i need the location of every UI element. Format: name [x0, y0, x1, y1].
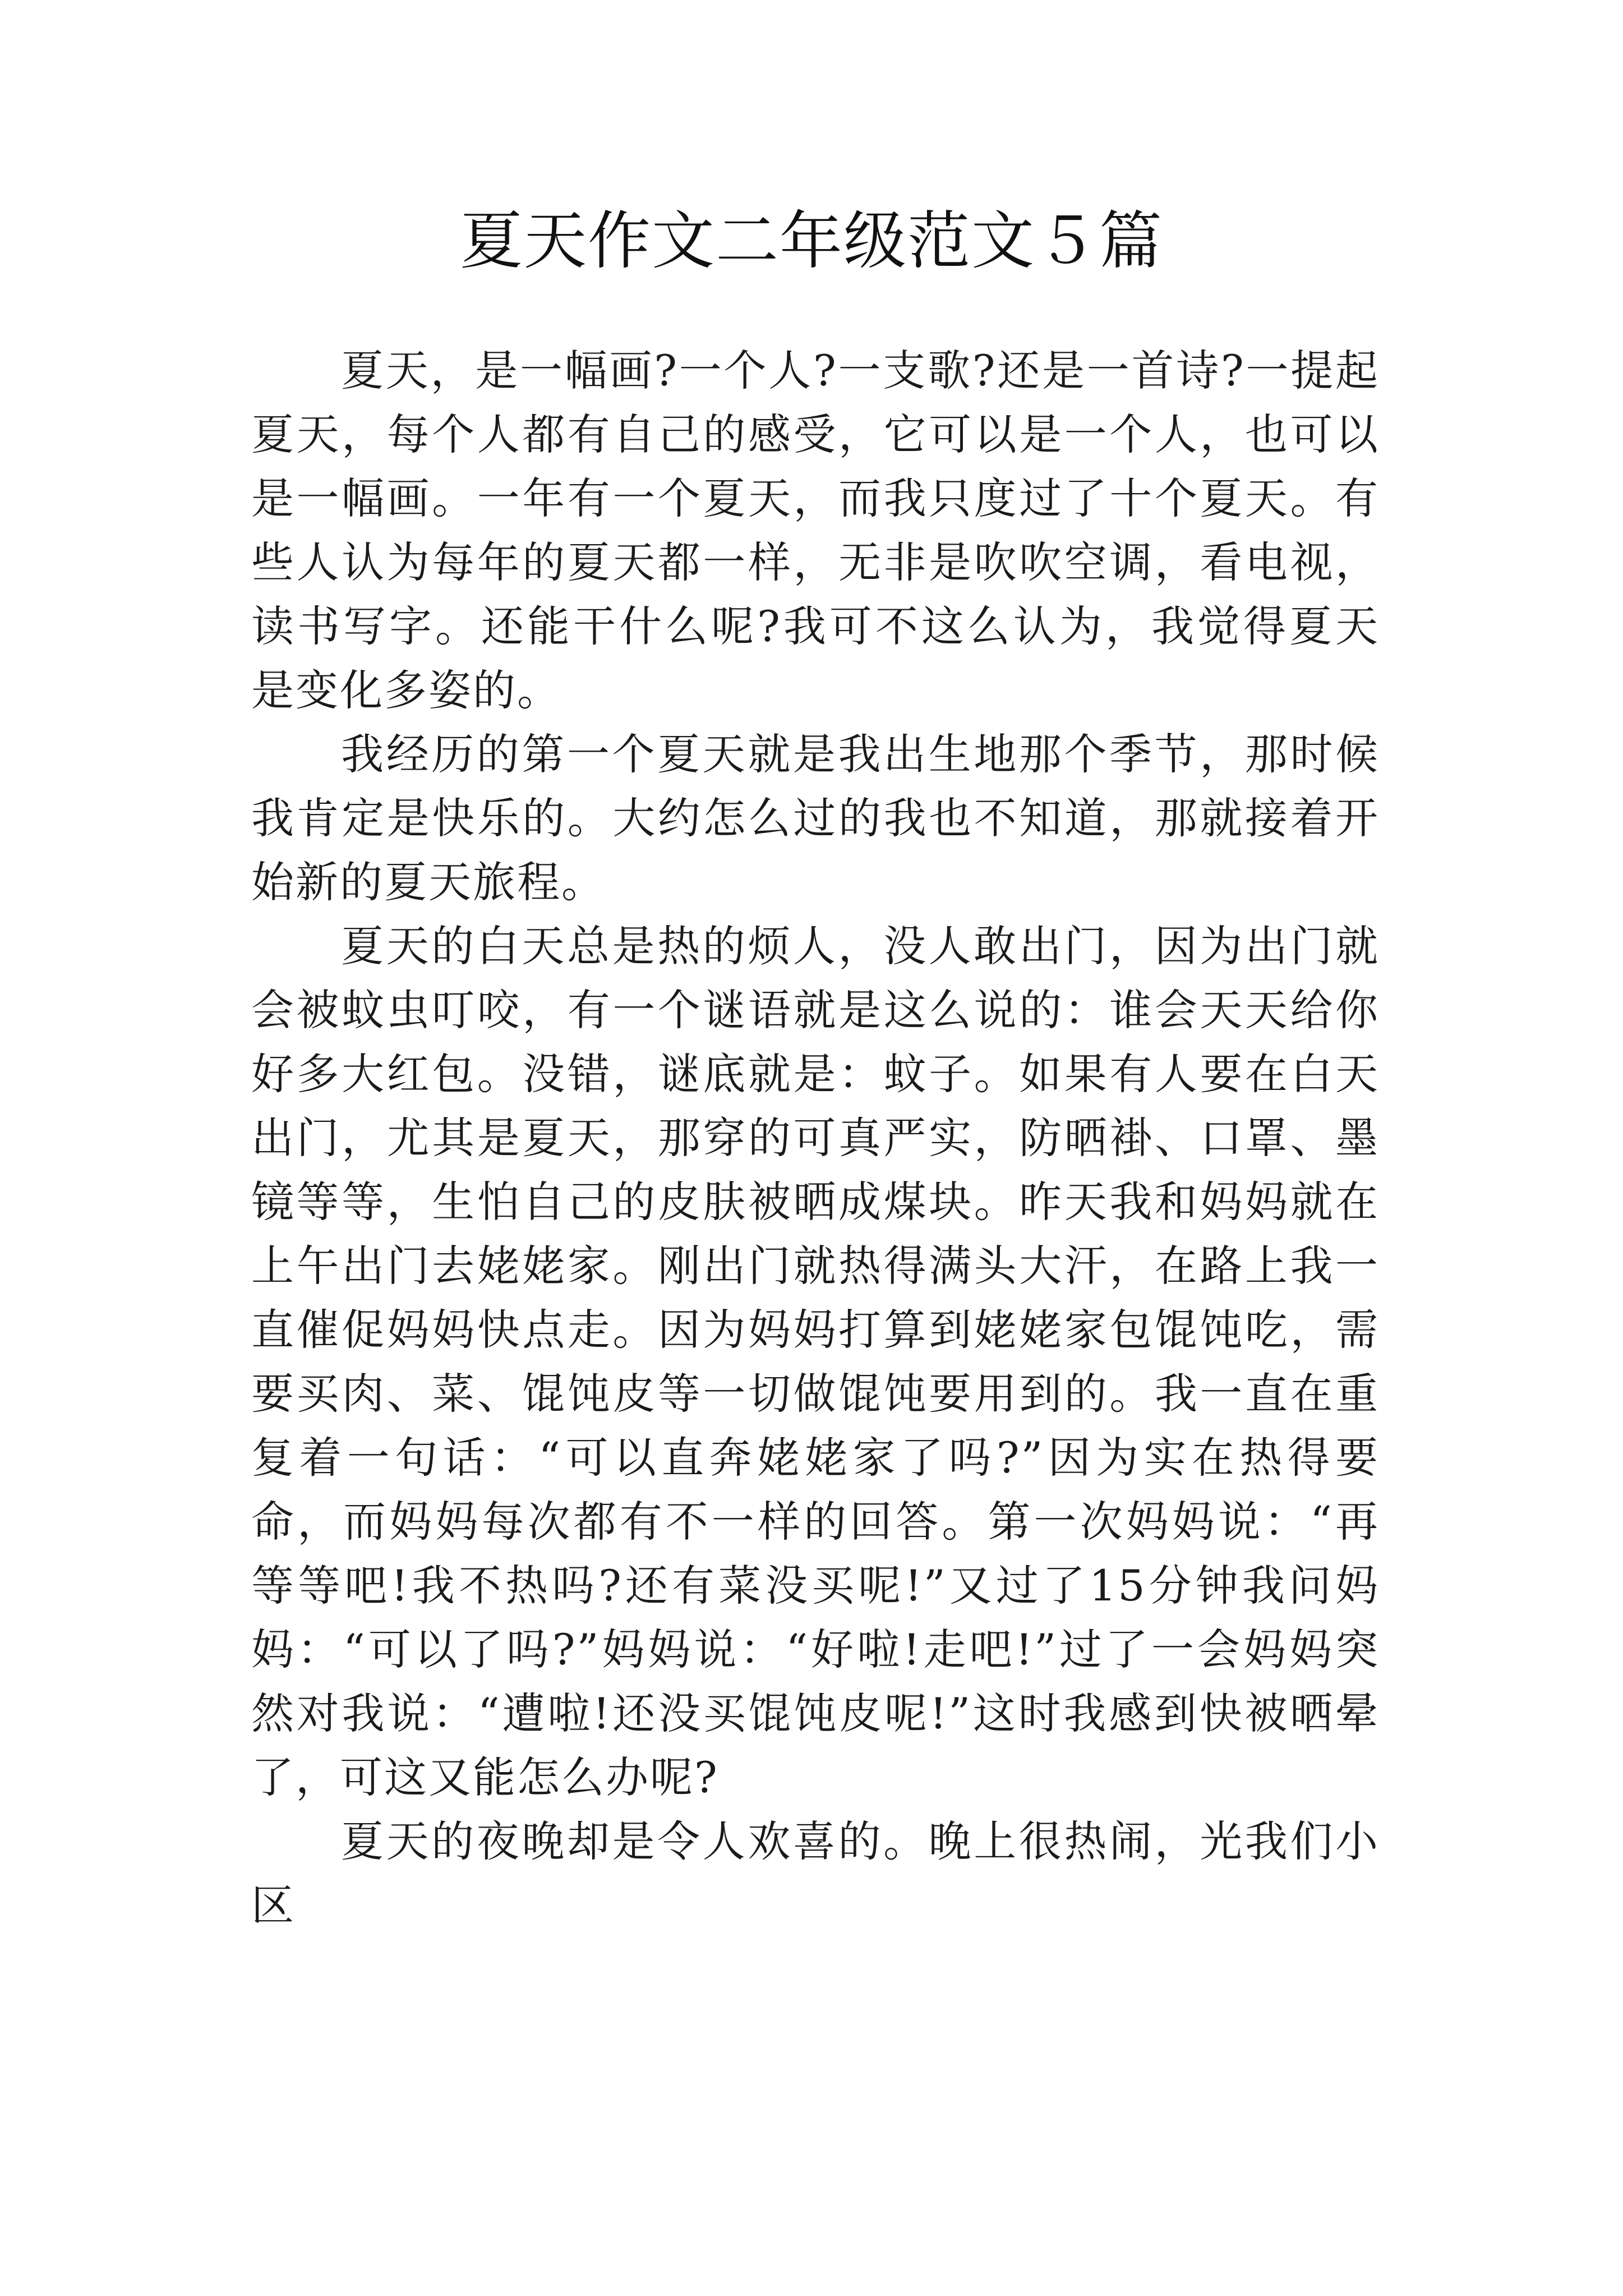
- document-body: [251, 339, 1380, 1938]
- paragraph: 夏天的夜晚却是令人欢喜的。晚上很热闹，光我们小区: [251, 1816, 1380, 1930]
- document-title: 夏天作文二年级范文５篇: [460, 205, 1163, 278]
- paragraph: 我经历的第一个夏天就是我出生地那个季节，那时候我肯定是快乐的。大约怎么过的我也不知道，那就接着开始新的夏天旅程。: [251, 729, 1380, 907]
- paragraph: 夏天，是一幅画?一个人?一支歌?还是一首诗?一提起夏天，每个人都有自己的感受，它可以是一个人，也可以是一幅画。一年有一个夏天，而我只度过了十个夏天。有些人认为每年的夏天都一样，无非是吹吹空调，看电视，读书写字。还能干什么呢?我可不这么认为，我觉得夏天是变化多姿的。: [251, 346, 1380, 715]
- paragraph: 夏天的白天总是热的烦人，没人敢出门，因为出门就会被蚊虫叮咬，有一个谜语就是这么说的：谁会天天给你好多大红包。没错，谜底就是：蚊子。如果有人要在白天出门，尤其是夏天，那穿的可真严实，防晒褂、口罩、墨镜等等，生怕自己的皮肤被晒成煤块。昨天我和妈妈就在上午出门去姥姥家。刚出门就热得满头大汗，在路上我一直催促妈妈快点走。因为妈妈打算到姥姥家包馄饨吃，需要买肉、菜、馄饨皮等一切做馄饨要用到的。我一直在重复着一句话：“可以直奔姥姥家了吗?”因为实在热得要命，而妈妈每次都有不一样的回答。第一次妈妈说：“再等等吧!我不热吗?还有菜没买呢!”又过了15分钟我问妈妈：“可以了吗?”妈妈说：“好啦!走吧!”过了一会妈妈突然对我说：“遭啦!还没买馄饨皮呢!”这时我感到快被晒晕了，可这又能怎么办呢?: [251, 921, 1380, 1802]
